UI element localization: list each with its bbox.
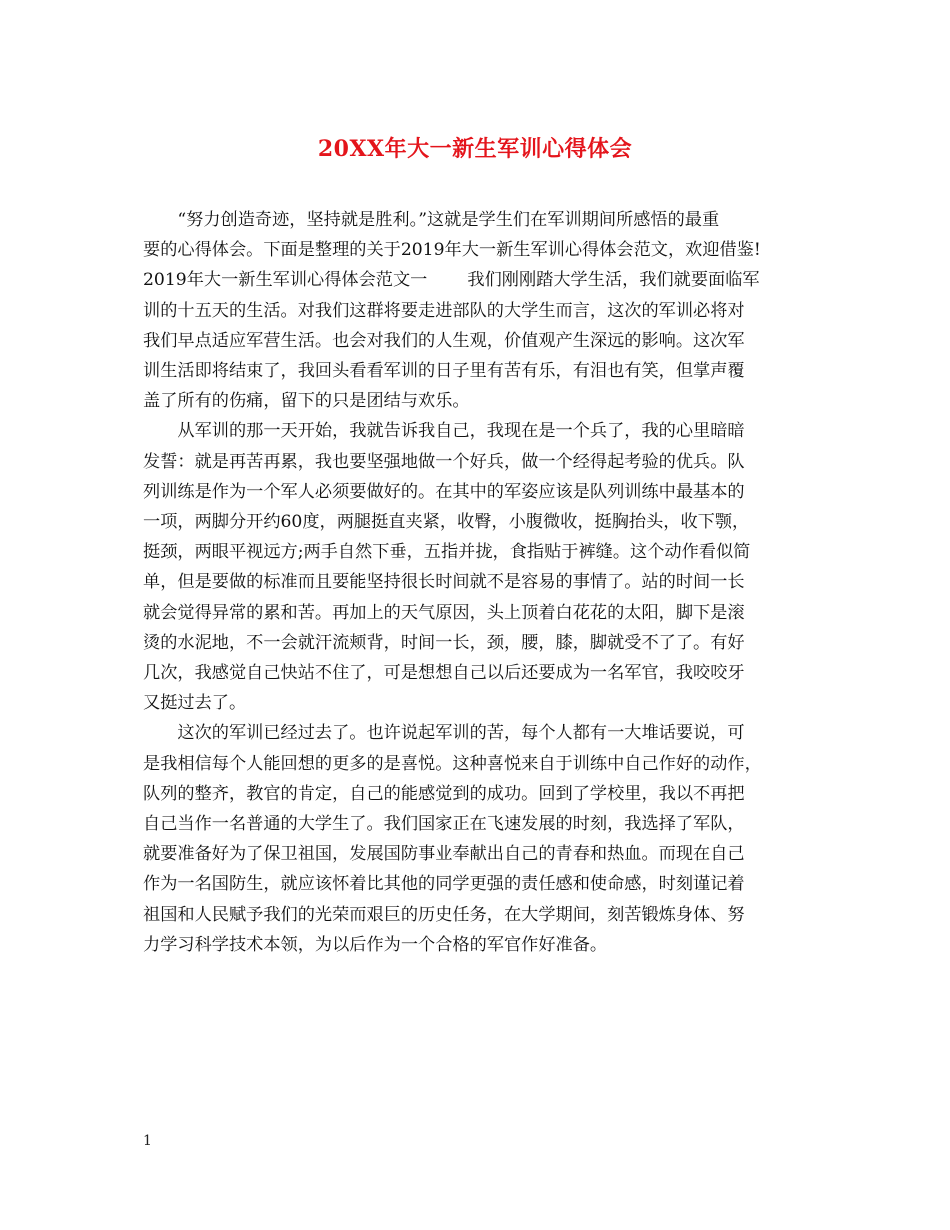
text-line: 要的心得体会。下面是整理的关于2019年大一新生军训心得体会范文，欢迎借鉴! (143, 240, 761, 261)
text-line: 单，但是要做的标准而且要能坚持很长时间就不是容易的事情了。站的时间一长 (143, 572, 745, 593)
text-line-with-subtitle (109, 265, 813, 295)
text-line: 又挺过去了。 (143, 693, 247, 714)
paragraph-3 (143, 718, 813, 960)
document-body (143, 205, 813, 960)
text-line: 自己当作一名普通的大学生了。我们国家正在飞速发展的时刻，我选择了军队， (143, 814, 745, 835)
text-line: “努力创造奇迹，坚持就是胜利。”这就是学生们在军训期间所感悟的最重 (177, 210, 720, 230)
document-title: 20XX年大一新生军训心得体会 (317, 136, 633, 162)
paragraph-2 (143, 416, 813, 718)
text-line: 这次的军训已经过去了。也许说起军训的苦，每个人都有一大堆话要说，可 (177, 723, 745, 744)
text-line: 盖了所有的伤痛，留下的只是团结与欢乐。 (143, 391, 470, 412)
essay-subtitle: 2019年大一新生军训心得体会范文一 (143, 270, 428, 291)
text-line: 我们早点适应军营生活。也会对我们的人生观，价值观产生深远的影响。这次军 (143, 330, 745, 351)
paragraph-1 (143, 205, 813, 416)
text-line: 列训练是作为一个军人必须要做好的。在其中的军姿应该是队列训练中最基本的 (143, 481, 745, 502)
text-line: 烫的水泥地，不一会就汗流颊背，时间一长，颈，腰，膝，脚就受不了了。有好 (143, 632, 745, 653)
text-line: 祖国和人民赋予我们的光荣而艰巨的历史任务，在大学期间，刻苦锻炼身体、努 (143, 904, 745, 925)
text-line: 就要准备好为了保卫祖国，发展国防事业奉献出自己的青春和热血。而现在自己 (143, 844, 745, 865)
text-line: 几次，我感觉自己快站不住了，可是想想自己以后还要成为一名军官，我咬咬牙 (143, 663, 745, 684)
text-line: 力学习科学技术本领，为以后作为一个合格的军官作好准备。 (143, 934, 608, 955)
text-line: 队列的整齐，教官的肯定，自己的能感觉到的成功。回到了学校里，我以不再把 (143, 783, 745, 804)
text-line: 挺颈，两眼平视远方;两手自然下垂，五指并拢，食指贴于裤缝。这个动作看似简 (143, 542, 751, 563)
page-number: 1 (143, 1133, 152, 1149)
text-segment: 我们刚刚踏大学生活，我们就要面临军 (467, 270, 760, 291)
text-line: 就会觉得异常的累和苦。再加上的天气原因，头上顶着白花花的太阳，脚下是滚 (143, 602, 745, 623)
text-line: 发誓：就是再苦再累，我也要坚强地做一个好兵，做一个经得起考验的优兵。队 (143, 451, 745, 472)
text-line: 训的十五天的生活。对我们这群将要走进部队的大学生而言，这次的军训必将对 (143, 300, 745, 321)
text-line: 一项，两脚分开约60度，两腿挺直夹紧，收臀，小腹微收，挺胸抬头，收下颚， (143, 512, 750, 533)
text-line: 训生活即将结束了，我回头看看军训的日子里有苦有乐，有泪也有笑，但掌声覆 (143, 361, 745, 382)
text-line: 是我相信每个人能回想的更多的是喜悦。这种喜悦来自于训练中自己作好的动作， (143, 753, 762, 774)
text-line: 作为一名国防生，就应该怀着比其他的同学更强的责任感和使命感，时刻谨记着 (143, 874, 745, 895)
text-line: 从军训的那一天开始，我就告诉我自己，我现在是一个兵了，我的心里暗暗 (177, 421, 745, 442)
